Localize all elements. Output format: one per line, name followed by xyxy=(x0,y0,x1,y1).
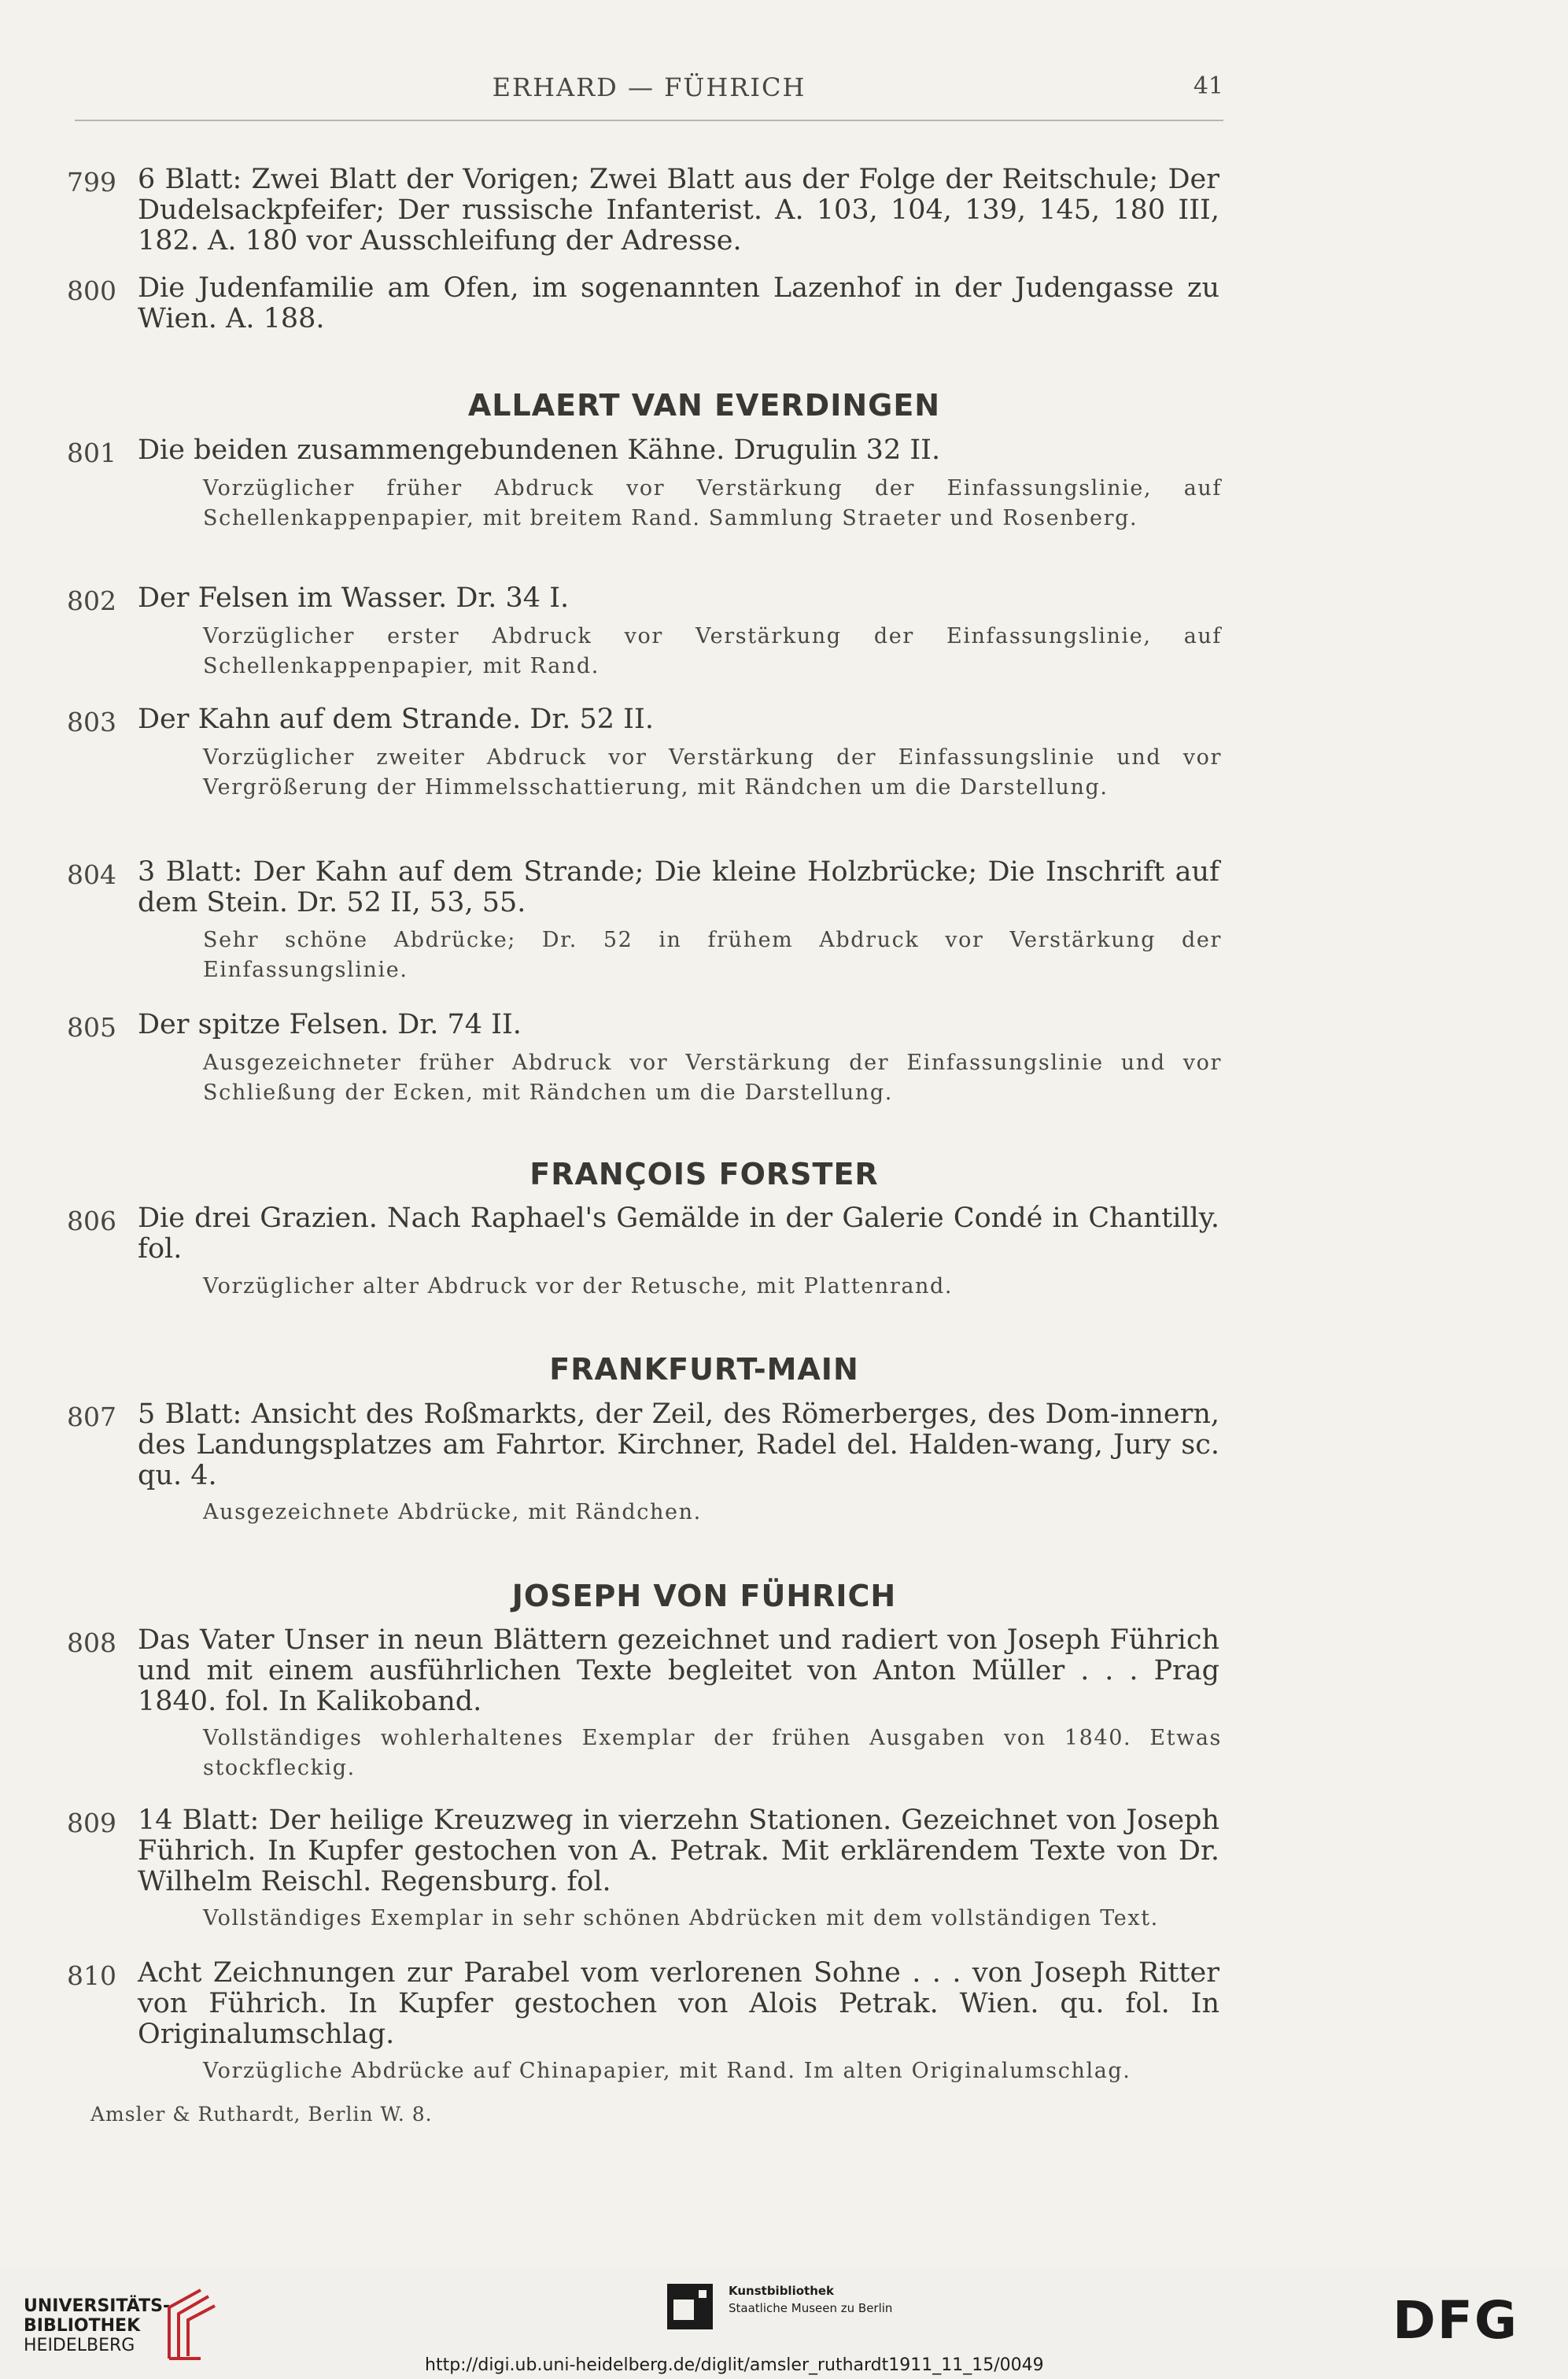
entry-number: 801 xyxy=(67,438,116,468)
entry-number: 805 xyxy=(67,1012,116,1043)
entry-title: 14 Blatt: Der heilige Kreuzweg in vierzehn Stationen. Gezeichnet von Joseph Führich. In Kupfer gestochen von A. Petrak. Mit erklärendem Texte von Dr. Wilhelm Reischl. Regensburg. fol. xyxy=(138,1805,1219,1897)
entry-note: Vorzüglicher zweiter Abdruck vor Verstärkung der Einfassungslinie und vor Vergrößerung der Himmelsschattierung, mit Rändchen um die Darstellung. xyxy=(203,745,1222,800)
entry-title: 3 Blatt: Der Kahn auf dem Strande; Die kleine Holzbrücke; Die Inschrift auf dem Stein. Dr. 52 II, 53, 55. xyxy=(138,856,1219,918)
dfg-logo[interactable]: DFG xyxy=(1393,2290,1519,2351)
entry-note: Vollständiges Exemplar in sehr schönen Abdrücken mit dem vollständigen Text. xyxy=(203,1906,1159,1930)
page-number: 41 xyxy=(1193,72,1223,100)
entry-number: 800 xyxy=(67,275,116,306)
entry-number: 804 xyxy=(67,859,116,890)
entry-note: Vorzüglicher alter Abdruck vor der Retusche, mit Plattenrand. xyxy=(203,1274,954,1298)
heidelberg-library-logo-text[interactable] xyxy=(24,2296,170,2355)
kunstbibliothek-logo-icon xyxy=(667,2284,713,2329)
section-heading: JOSEPH VON FÜHRICH xyxy=(511,1579,897,1613)
entry-number: 806 xyxy=(67,1206,116,1236)
entry-note: Vorzügliche Abdrücke auf Chinapapier, mit Rand. Im alten Originalumschlag. xyxy=(203,2059,1131,2083)
entry-number: 807 xyxy=(67,1402,116,1432)
entry-number: 808 xyxy=(67,1627,116,1658)
entry-title: Die beiden zusammengebundenen Kähne. Drugulin 32 II. xyxy=(138,434,941,466)
permalink-url[interactable]: http://digi.ub.uni-heidelberg.de/diglit/amsler_ruthardt1911_11_15/0049 xyxy=(425,2355,1044,2375)
entry-title: Der Felsen im Wasser. Dr. 34 I. xyxy=(138,582,570,614)
entry-number: 799 xyxy=(67,167,116,198)
entry-title: Das Vater Unser in neun Blättern gezeichnet und radiert von Joseph Führich und mit einem ausführlichen Texte begleitet von Anton Müller . . . Prag 1840. fol. In Kalikoband. xyxy=(138,1624,1219,1717)
kunstbibliothek-label[interactable] xyxy=(729,2282,892,2317)
entry-number: 803 xyxy=(67,707,116,737)
section-heading: FRANÇOIS FORSTER xyxy=(529,1157,879,1191)
entry-number: 810 xyxy=(67,1960,116,1991)
library-name-line2: BIBLIOTHEK xyxy=(24,2316,141,2336)
entry-title: Die Judenfamilie am Ofen, im sogenannten Lazenhof in der Judengasse zu Wien. A. 188. xyxy=(138,272,1219,334)
heidelberg-library-icon xyxy=(153,2284,216,2362)
entry-note: Vorzüglicher erster Abdruck vor Verstärkung der Einfassungslinie, auf Schellenkappenpapier, mit Rand. xyxy=(203,624,1222,678)
kunstbibliothek-name: Kunstbibliothek xyxy=(729,2284,835,2298)
entry-note: Ausgezeichnete Abdrücke, mit Rändchen. xyxy=(203,1500,702,1524)
entry-title: Der Kahn auf dem Strande. Dr. 52 II. xyxy=(138,704,654,735)
entry-title: Acht Zeichnungen zur Parabel vom verlorenen Sohne . . . von Joseph Ritter von Führich. In Kupfer gestochen von Alois Petrak. Wien. qu. fol. In Originalumschlag. xyxy=(138,1957,1219,2050)
library-name-line1: UNIVERSITÄTS- xyxy=(24,2296,171,2316)
entry-title: Die drei Grazien. Nach Raphael's Gemälde in der Galerie Condé in Chantilly. fol. xyxy=(138,1202,1219,1265)
imprint: Amsler & Ruthardt, Berlin W. 8. xyxy=(90,2103,433,2126)
entry-note: Vorzüglicher früher Abdruck vor Verstärkung der Einfassungslinie, auf Schellenkappenpapier, mit breitem Rand. Sammlung Straeter und Rosenberg. xyxy=(203,476,1222,530)
library-name-line3: HEIDELBERG xyxy=(24,2336,135,2355)
digitization-footer xyxy=(0,2266,1568,2379)
kunstbibliothek-subtitle: Staatliche Museen zu Berlin xyxy=(729,2301,893,2315)
section-heading: ALLAERT VAN EVERDINGEN xyxy=(467,388,941,423)
entry-note: Ausgezeichneter früher Abdruck vor Verstärkung der Einfassungslinie und vor Schließung der Ecken, mit Rändchen um die Darstellung. xyxy=(203,1051,1222,1105)
entry-note: Vollständiges wohlerhaltenes Exemplar der frühen Ausgaben von 1840. Etwas stockfleckig. xyxy=(203,1726,1222,1780)
section-heading: FRANKFURT-MAIN xyxy=(549,1352,859,1387)
entry-title: 6 Blatt: Zwei Blatt der Vorigen; Zwei Blatt aus der Folge der Reitschule; Der Dudelsackpfeifer; Der russische Infanterist. A. 103, 104, 139, 145, 180 III, 182. A. 180 vor Ausschleifung der Adresse. xyxy=(138,164,1219,257)
header-title: ERHARD — FÜHRICH xyxy=(492,72,806,102)
entry-number: 802 xyxy=(67,586,116,616)
entry-number: 809 xyxy=(67,1808,116,1838)
entry-note: Sehr schöne Abdrücke; Dr. 52 in frühem Abdruck vor Verstärkung der Einfassungslinie. xyxy=(203,928,1222,982)
header-rule xyxy=(75,120,1223,121)
running-header xyxy=(75,72,1223,104)
entry-title: 5 Blatt: Ansicht des Roßmarkts, der Zeil, des Römerberges, des Dom-innern, des Landungsplatzes am Fahrtor. Kirchner, Radel del. Halden-wang, Jury sc. qu. 4. xyxy=(138,1398,1219,1491)
entry-title: Der spitze Felsen. Dr. 74 II. xyxy=(138,1009,522,1040)
